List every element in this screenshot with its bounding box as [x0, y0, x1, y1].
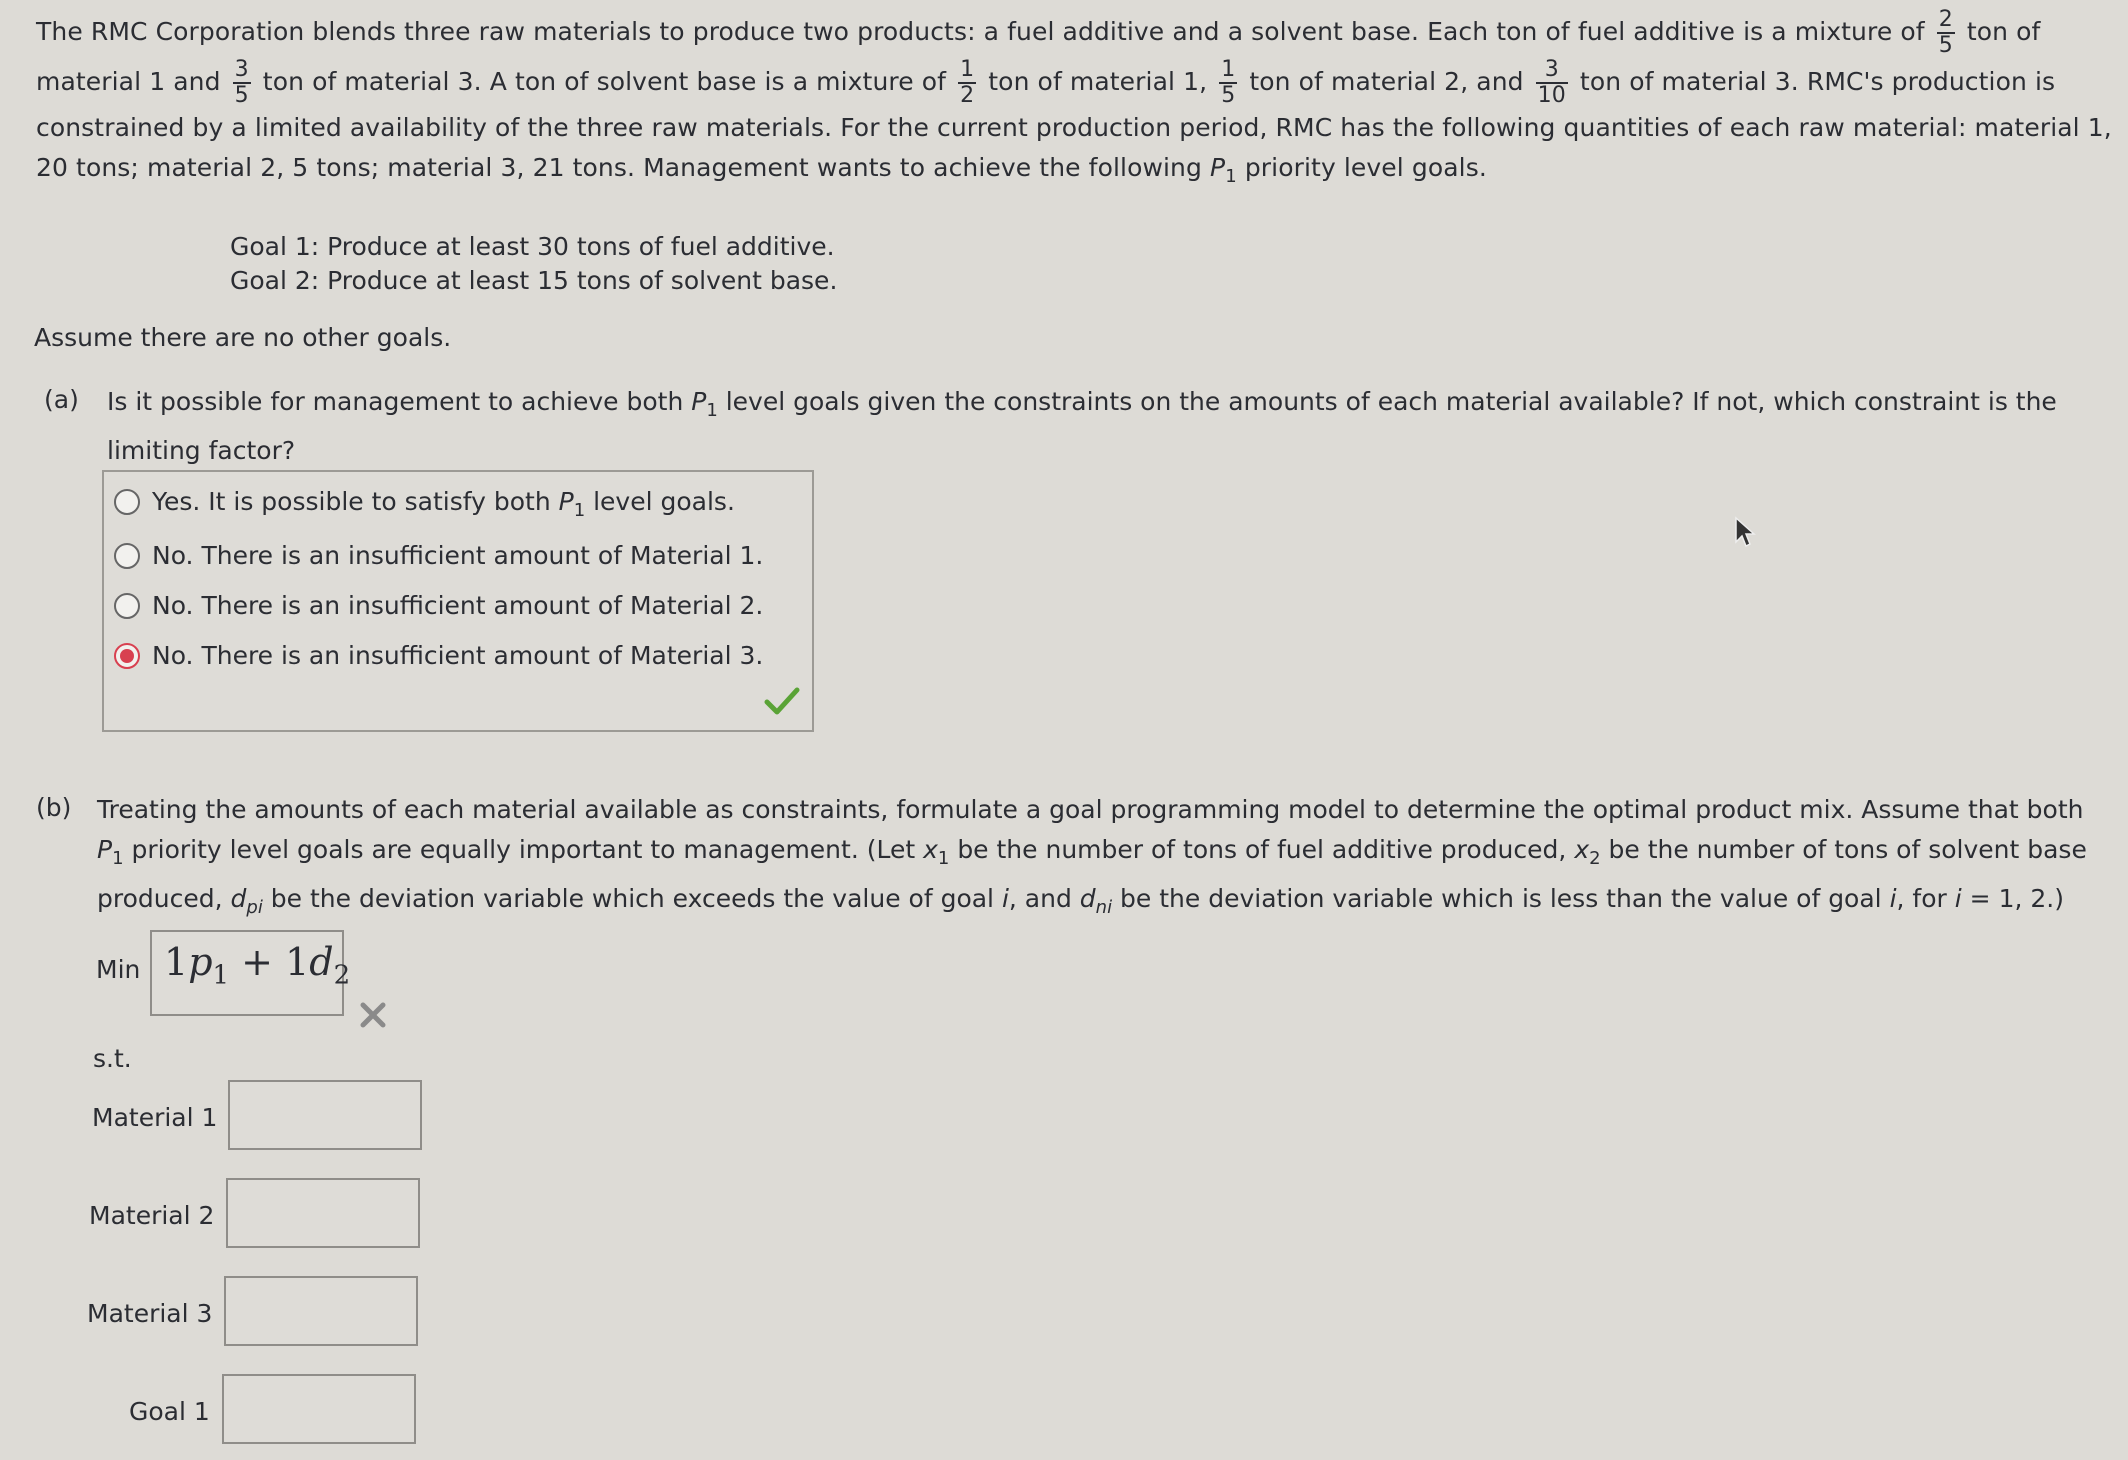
material-2-input[interactable] — [226, 1178, 420, 1248]
radio-button[interactable] — [114, 593, 140, 619]
material-2-label: Material 2 — [89, 1201, 215, 1230]
fraction-2-5: $\frac{2}{5}$ — [1938, 7, 1953, 58]
check-icon — [764, 686, 800, 716]
goal-1-text: Goal 1: Produce at least 30 tons of fuel additive. — [230, 232, 835, 261]
material-1-label: Material 1 — [92, 1103, 218, 1132]
part-a-label: (a) — [44, 385, 79, 414]
part-b-question: Treating the amounts of each material available as constraints, formulate a goal programming model to determine the optimal product mix. Assume that both $P_1$ priority level goals are equally important to management. (Let $x_1$ be the number of tons of fuel additive produced, $x_2$ be the number of tons of solvent base produced, $d_{pi}$ be the deviation variable which exceeds the value of goal i, and $d_{ni}$ be the deviation variable which is less than the value of goal i, for i = 1, 2.) — [97, 795, 2087, 918]
fraction-3-10: $\frac{3}{10}$ — [1537, 57, 1566, 108]
objective-input[interactable] — [150, 930, 351, 1016]
goal-1-input[interactable] — [222, 1374, 416, 1444]
answer-options-box: Yes. It is possible to satisfy both $P_1$ level goals. No. There is an insufficient amount of Material 1. No. There is an insufficient amount of Material 2. No. There is an insufficient amount of Material 3. — [102, 470, 814, 732]
fraction-3-5: $\frac{3}{5}$ — [234, 57, 249, 108]
min-label: Min — [96, 955, 141, 984]
material-3-input[interactable] — [224, 1276, 418, 1346]
radio-button-selected[interactable] — [114, 643, 140, 669]
mouse-cursor-icon — [1734, 516, 1760, 550]
problem-statement: The RMC Corporation blends three raw materials to produce two products: a fuel additive and a solvent base. Each ton of fuel additive is a mixture of $\frac{2}{5}$ ton of material 1 and $\frac{3}{5}$ ton of material 3. A ton of solvent base is a mixture of $\frac{1}{2}$ ton of material 1, $\frac{1}{5}$ ton of material 2, and $\frac{3}{10}$ ton of material 3. RMC's production is constrained by a limited availability of the three raw materials. For the current production period, RMC has the following quantities of each raw material: material 1, 20 tons; material 2, 5 tons; material 3, 21 tons. Management wants to achieve the following $P_1$ priority level goals. — [36, 7, 2112, 187]
st-label: s.t. — [93, 1044, 132, 1073]
x-mark-icon — [358, 1000, 388, 1030]
goal-2-text: Goal 2: Produce at least 15 tons of solvent base. — [230, 266, 838, 295]
radio-button[interactable] — [114, 543, 140, 569]
assumption-text: Assume there are no other goals. — [34, 323, 452, 352]
fraction-1-2: $\frac{1}{2}$ — [960, 57, 975, 108]
goal-1-label: Goal 1 — [129, 1397, 210, 1426]
part-b-label: (b) — [36, 793, 72, 822]
material-3-label: Material 3 — [87, 1299, 213, 1328]
radio-button[interactable] — [114, 489, 140, 515]
fraction-1-5: $\frac{1}{5}$ — [1221, 57, 1236, 108]
objective-expression: $1p_1 + 1d_2$ — [164, 940, 351, 991]
part-a-question: Is it possible for management to achieve both $P_1$ level goals given the constraints on the amounts of each material available? If not, which constraint is the limiting factor? — [107, 387, 2057, 465]
material-1-input[interactable] — [228, 1080, 422, 1150]
